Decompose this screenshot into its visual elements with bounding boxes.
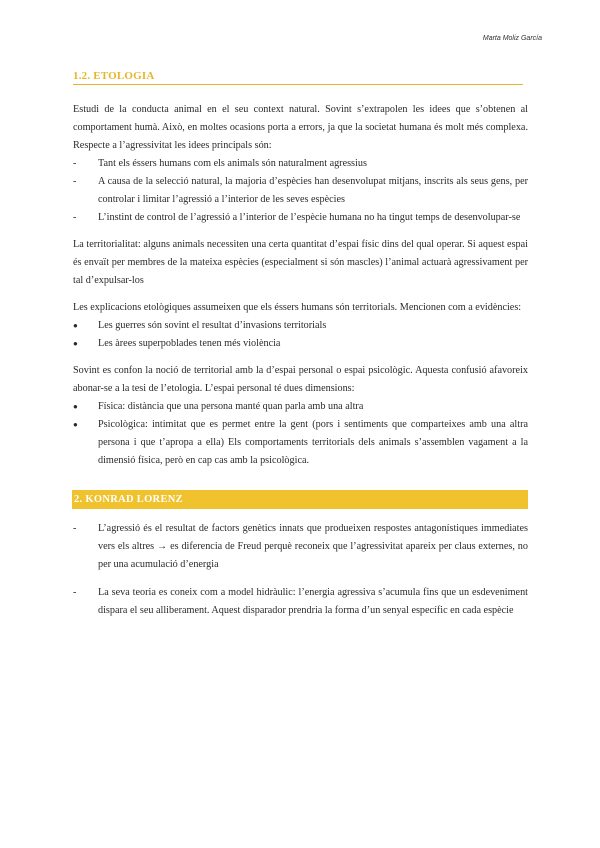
list-item: - L’instint de control de l’agressió a l’interior de l’espècie humana no ha tingut temps de desenvolupar-se: [73, 209, 528, 227]
list-item: ● Psicològica: intimitat que es permet entre la gent (pors i sentiments que comparteixes amb una altra persona i que t’apropa a ella) Els comportaments territorials dels animals s’assemblen vagament a la dimensió física, però en cap cas amb la psicològica.: [73, 416, 528, 470]
dash-marker: -: [73, 523, 77, 534]
dash-marker: -: [73, 212, 77, 223]
dash-marker: -: [73, 587, 77, 598]
page-content: [73, 70, 528, 630]
evidencies-list: [73, 317, 528, 353]
header-author: Marta Moliz García: [482, 35, 542, 42]
paragraph-confusio: Sovint es confon la noció de territorial amb la d’espai personal o espai psicològic. Aquesta confusió afavoreix abonar-se a la tesi de l’etologia. L’espai personal té dues dimensions:: [73, 365, 528, 394]
dash-marker: -: [73, 158, 77, 169]
lorenz-points-list: [73, 520, 528, 620]
paragraph-intro: Estudi de la conducta animal en el seu context natural. Sovint s’extrapolen les idees que s’obtenen al comportament humà. Això, en moltes ocasions porta a errors, ja que la societat humana és molt més complexa. Respecte a l’agressivitat les idees principals són:: [73, 104, 528, 151]
list-item: ● Les guerres són sovint el resultat d’invasions territorials: [73, 317, 528, 335]
bullet-icon: ●: [73, 321, 78, 330]
list-item: ● Física: distància que una persona manté quan parla amb una altra: [73, 398, 528, 416]
bullet-icon: ●: [73, 339, 78, 348]
section-heading-etologia: 1.2. ETOLOGIA: [73, 70, 523, 85]
list-item: - La seva teoria es coneix com a model hidràulic: l’energia agressiva s’acumula fins que un esdeveniment dispara el seu alliberament. Aquest disparador prendria la forma d’un senyal específic en cada espècie: [73, 584, 528, 620]
ideas-list: [73, 155, 528, 227]
bullet-icon: ●: [73, 402, 78, 411]
paragraph-territorialitat: La territorialitat: alguns animals necessiten una certa quantitat d’espai físic dins del qual operar. Si aquest espai és envaït per membres de la mateixa espècies (especialment si són mascles) l’animal actuarà agressivament per tal d’expulsar-los: [73, 239, 528, 286]
dimensions-list: [73, 398, 528, 470]
list-item: - A causa de la selecció natural, la majoria d’espècies han desenvolupat mitjans, inscrits als seus gens, per controlar i limitar l’agressió a l’interior de les seves espècies: [73, 173, 528, 209]
paragraph-explicacions: Les explicacions etològiques assumeixen que els éssers humans són territorials. Mencionen com a evidències:: [73, 302, 522, 313]
list-item: - Tant els éssers humans com els animals són naturalment agressius: [73, 155, 528, 173]
dash-marker: -: [73, 176, 77, 187]
bullet-icon: ●: [73, 420, 78, 429]
list-item: ● Les àrees superpoblades tenen més violència: [73, 335, 528, 353]
list-item: - L’agressió és el resultat de factors genètics innats que produeixen respostes antagonístiques immediates vers els altres → es diferencia de Freud perquè reconeix que l’agressivitat apareix per claus externes, no per una acumulació d’energia: [73, 520, 528, 574]
section-heading-lorenz: 2. KONRAD LORENZ: [72, 490, 528, 509]
